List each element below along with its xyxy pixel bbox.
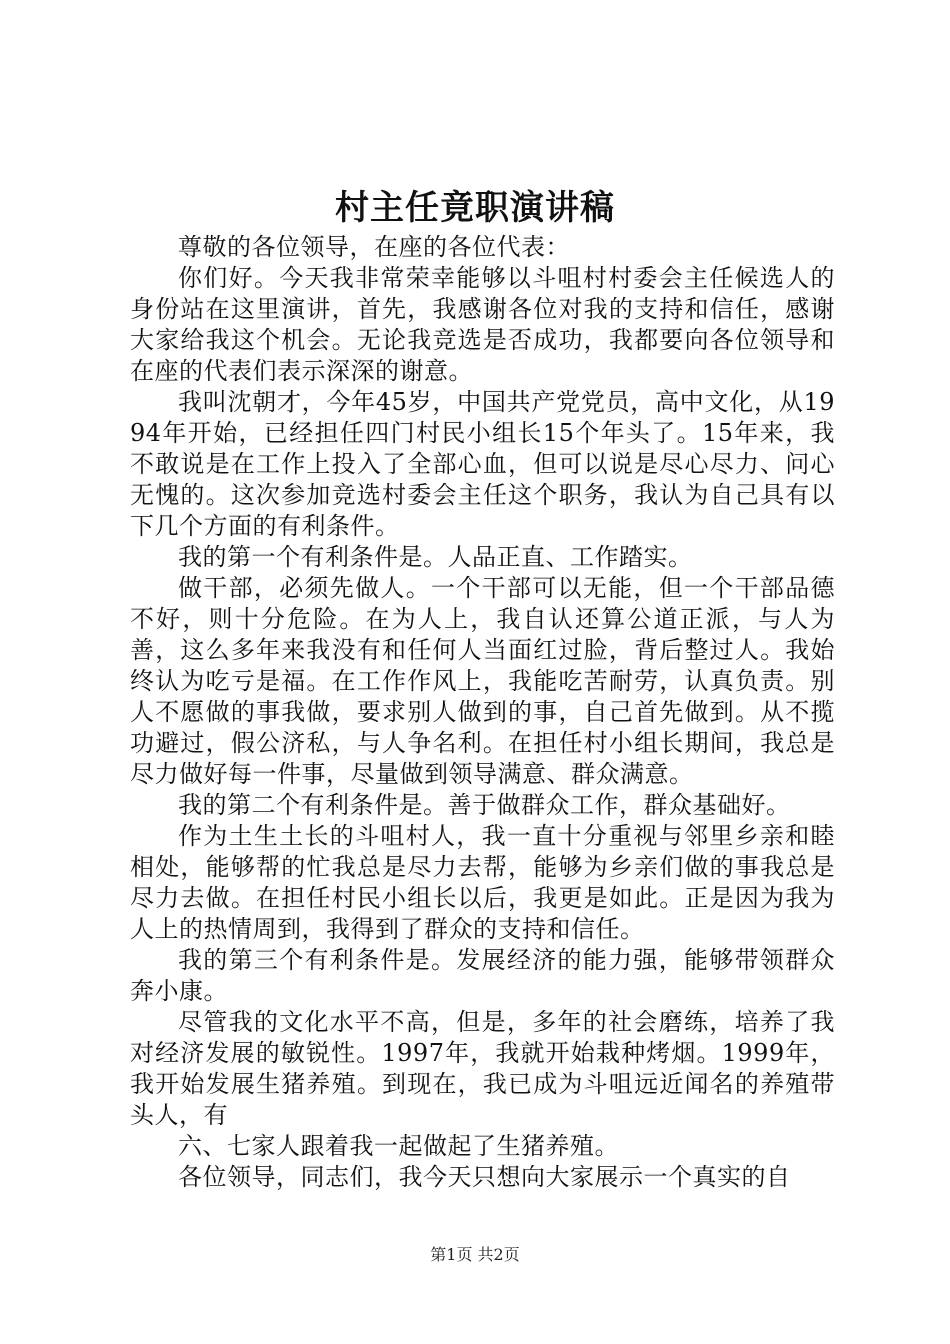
paragraph-condition-one-heading: 我的第一个有利条件是。人品正直、工作踏实。 [178, 543, 693, 571]
paragraph-condition-three-heading: 我的第三个有利条件是。发展经济的能力强，能够带领群众奔小康。 [130, 946, 835, 1005]
paragraph-continuation: 六、七家人跟着我一起做起了生猪养殖。 [178, 1132, 619, 1160]
paragraph-condition-two-heading: 我的第二个有利条件是。善于做群众工作，群众基础好。 [178, 791, 791, 819]
document-title: 村主任竟职演讲稿 [335, 188, 615, 228]
paragraph-greeting: 你们好。今天我非常荣幸能够以斗咀村村委会主任候选人的身份站在这里演讲，首先，我感谢各位对我的支持和信任，感谢大家给我这个机会。无论我竞选是否成功，我都要向各位领导和在座的代表们表示深深的谢意。 [130, 264, 835, 385]
paragraph-condition-one-body: 做干部，必须先做人。一个干部可以无能，但一个干部品德不好，则十分危险。在为人上，我自认还算公道正派，与人为善，这么多年来我没有和任何人当面红过脸，背后整过人。我始终认为吃亏是福。在工作作风上，我能吃苦耐劳，认真负责。别人不愿做的事我做，要求别人做到的事，自己首先做到。从不揽功避过，假公济私，与人争名利。在担任村小组长期间，我总是尽力做好每一件事，尽量做到领导满意、群众满意。 [130, 574, 835, 788]
paragraph-closing: 各位领导，同志们，我今天只想向大家展示一个真实的自 [178, 1163, 791, 1191]
page-number-footer: 第1页 共2页 [430, 1245, 520, 1264]
paragraph-condition-two-body: 作为土生土长的斗咀村人，我一直十分重视与邻里乡亲和睦相处，能够帮的忙我总是尽力去帮，能够为乡亲们做的事我总是尽力去做。在担任村民小组长以后，我更是如此。正是因为我为人上的热情周到，我得到了群众的支持和信任。 [130, 822, 835, 943]
paragraph-introduction: 我叫沈朝才，今年45岁，中国共产党党员，高中文化，从1994年开始，已经担任四门村民小组长15个年头了。15年来，我不敢说是在工作上投入了全部心血，但可以说是尽心尽力、问心无愧的。这次参加竞选村委会主任这个职务，我认为自己具有以下几个方面的有利条件。 [130, 388, 835, 540]
paragraph-salutation: 尊敬的各位领导，在座的各位代表： [178, 233, 570, 261]
document-body [130, 232, 835, 1193]
paragraph-condition-three-body: 尽管我的文化水平不高，但是，多年的社会磨练，培养了我对经济发展的敏锐性。1997年，我就开始栽种烤烟。1999年，我开始发展生猪养殖。到现在，我已成为斗咀远近闻名的养殖带头人，有 [130, 1008, 835, 1129]
